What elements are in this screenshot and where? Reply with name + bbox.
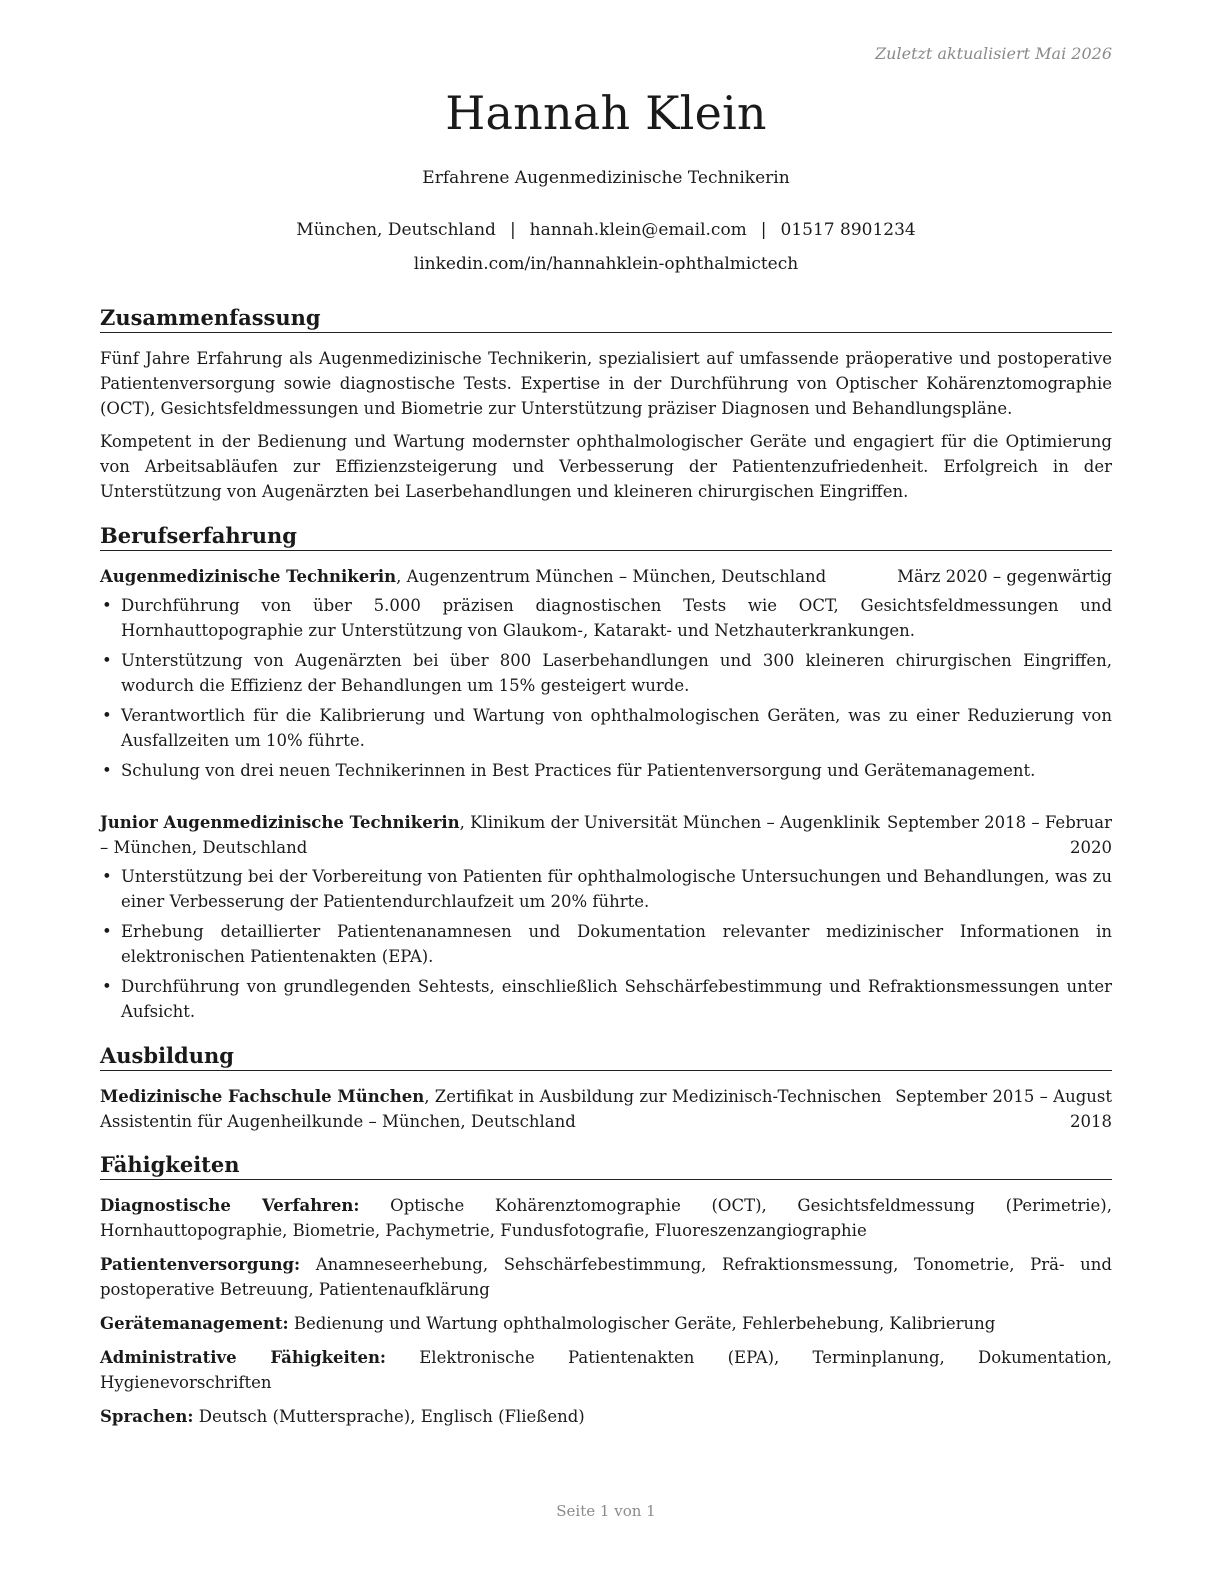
job-bullets [100,593,1112,783]
list-item: • Durchführung von über 5.000 präzisen diagnostischen Tests wie OCT, Gesichtsfeldmessungen und Hornhauttopographie zur Unterstützung von Glaukom-, Katarakt- und Netzhauterkrankungen. [100,593,1112,643]
email-link[interactable]: hannah.klein@email.com [529,220,747,240]
skill-label: Sprachen: [100,1407,194,1426]
job-org: , Augenzentrum München – München, Deutschland [396,567,827,586]
job-header [100,564,1112,589]
candidate-name: Hannah Klein [445,86,767,140]
job-bullets [100,864,1112,1024]
education-dates: September 2015 – August 2018 [895,1087,1112,1131]
skill-row [100,1193,1112,1243]
summary-section [100,305,1112,504]
section-title-experience: Berufserfahrung [100,523,1112,551]
skill-text: Elektronische Patientenakten (EPA), Terminplanung, Dokumentation, Hygienevorschriften [100,1348,1112,1392]
education-section [100,1043,1112,1134]
job-org: , Klinikum der Universität München – Augenklinik – München, Deutschland [100,813,880,857]
experience-section [100,523,1112,1024]
page-number: Seite 1 von 1 [556,1502,656,1520]
bullet-icon: • [102,922,112,941]
job-header [100,810,1112,860]
list-item: • Verantwortlich für die Kalibrierung und Wartung von ophthalmologischen Geräten, was zu einer Reduzierung von Ausfallzeiten um 10% führte. [100,703,1112,753]
separator: | [760,220,767,240]
skill-label: Administrative Fähigkeiten: [100,1348,387,1367]
job-dates: März 2020 – gegenwärtig [897,567,1112,586]
education-entry [100,1084,1112,1134]
list-item: • Durchführung von grundlegenden Sehtests, einschließlich Sehschärfebestimmung und Refraktionsmessungen unter Aufsicht. [100,974,1112,1024]
skills-section [100,1152,1112,1429]
bullet-icon: • [102,977,112,996]
summary-paragraph: Kompetent in der Bedienung und Wartung modernster ophthalmologischer Geräte und engagiert für die Optimierung von Arbeitsabläufen zur Effizienzsteigerung und Verbesserung der Patientenzufriedenheit. Erfolgreich in der Unterstützung von Augenärzten bei Laserbehandlungen und kleineren chirurgischen Eingriffen. [100,432,1112,501]
section-title-skills: Fähigkeiten [100,1152,1112,1180]
bullet-icon: • [102,651,112,670]
skill-row [100,1311,1112,1336]
section-title-summary: Zusammenfassung [100,305,1112,333]
skill-row [100,1345,1112,1395]
list-item: • Schulung von drei neuen Technikerinnen in Best Practices für Patientenversorgung und Gerätemanagement. [100,758,1112,783]
skill-text: Anamneseerhebung, Sehschärfebestimmung, Refraktionsmessung, Tonometrie, Prä- und postoperative Betreuung, Patientenaufklärung [100,1255,1112,1299]
tagline: Erfahrene Augenmedizinische Technikerin [422,168,790,188]
summary-paragraph: Fünf Jahre Erfahrung als Augenmedizinische Technikerin, spezialisiert auf umfassende präoperative und postoperative Patientenversorgung sowie diagnostische Tests. Expertise in der Durchführung von Optischer Kohärenztomographie (OCT), Gesichtsfeldmessungen und Biometrie zur Unterstützung präziser Diagnosen und Behandlungspläne. [100,349,1112,418]
list-item: • Unterstützung bei der Vorbereitung von Patienten für ophthalmologische Untersuchungen und Behandlungen, was zu einer Verbesserung der Patientendurchlaufzeit um 20% führte. [100,864,1112,914]
skill-label: Patientenversorgung: [100,1255,301,1274]
bullet-icon: • [102,706,112,725]
location: München, Deutschland [296,220,496,240]
skill-row [100,1252,1112,1302]
skill-row [100,1404,1112,1429]
section-title-education: Ausbildung [100,1043,1112,1071]
skill-text: Deutsch (Muttersprache), Englisch (Fließend) [193,1407,585,1426]
linkedin-link[interactable]: linkedin.com/in/hannahklein-ophthalmictech [413,254,799,274]
job-dates: September 2018 – Februar 2020 [887,813,1112,857]
education-detail: , Zertifikat in Ausbildung zur Medizinisch-Technischen Assistentin für Augenheilkunde – München, Deutschland [100,1087,882,1131]
list-item: • Unterstützung von Augenärzten bei über 800 Laserbehandlungen und 300 kleineren chirurgischen Eingriffen, wodurch die Effizienz der Behandlungen um 15% gesteigert wurde. [100,648,1112,698]
bullet-icon: • [102,596,112,615]
skill-text: Bedienung und Wartung ophthalmologischer Geräte, Fehlerbehebung, Kalibrierung [288,1314,996,1333]
phone: 01517 8901234 [780,220,916,240]
last-updated: Zuletzt aktualisiert Mai 2026 [875,44,1112,63]
job-role: Augenmedizinische Technikerin [100,567,397,586]
skill-label: Gerätemanagement: [100,1314,289,1333]
list-item: • Erhebung detaillierter Patientenanamnesen und Dokumentation relevanter medizinischer Informationen in elektronischen Patientenakten (EPA). [100,919,1112,969]
skill-label: Diagnostische Verfahren: [100,1196,360,1215]
contact-line [100,220,1112,240]
separator: | [509,220,516,240]
bullet-icon: • [102,761,112,780]
job-role: Junior Augenmedizinische Technikerin [100,813,460,832]
bullet-icon: • [102,867,112,886]
skill-text: Optische Kohärenztomographie (OCT), Gesichtsfeldmessung (Perimetrie), Hornhauttopographie, Biometrie, Pachymetrie, Fundusfotografie, Fluoreszenzangiographie [100,1196,1112,1240]
job-entry [100,810,1112,1024]
school-name: Medizinische Fachschule München [100,1087,425,1106]
job-entry [100,564,1112,783]
